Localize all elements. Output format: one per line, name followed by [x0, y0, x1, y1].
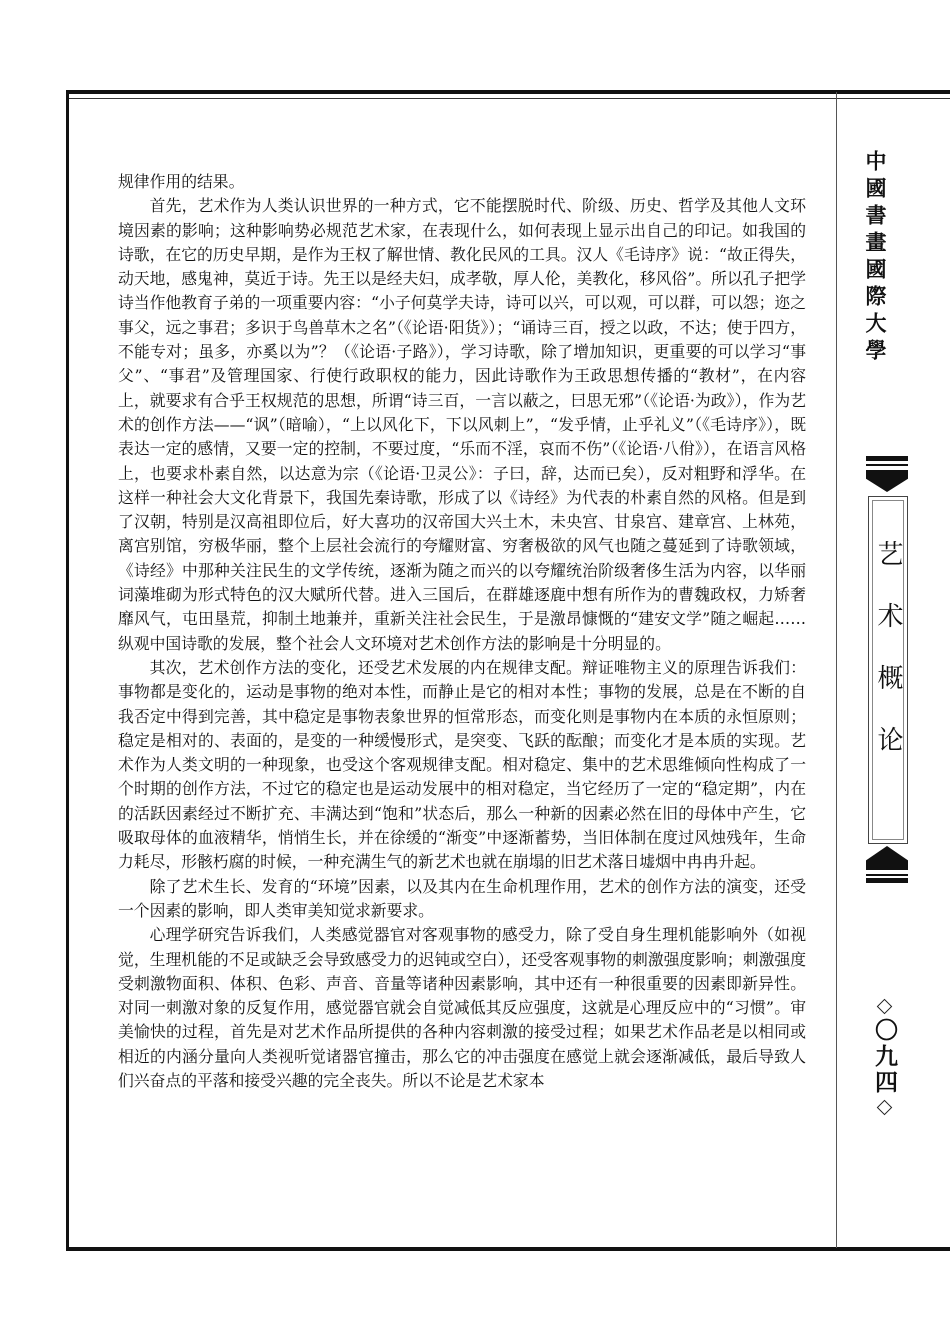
page-number: 〇九四 [871, 1018, 898, 1096]
ornament-bar [866, 874, 908, 876]
book-title: 艺术概论 [873, 540, 903, 788]
paragraph: 其次，艺术创作方法的变化，还受艺术发展的内在规律支配。辩证唯物主义的原理告诉我们：事物都是变化的，运动是事物的绝对本性，而静止是它的相对本性；事物的发展，总是在不断的自我否定中得到完善，其中稳定是事物表象世界的恒常形态，而变化则是事物内在本质的永恒原则；稳定是相对的、表面的，是变的一种缓慢形式，是突变、飞跃的酝酿；而变化才是本质的实现。艺术作为人类文明的一种现象，也受这个客观规律支配。相对稳定、集中的艺术思维倾向性构成了一个时期的创作方法，不过它的稳定也是运动发展中的相对稳定，当它经历了一定的“稳定期”，内在的活跃因素经过不断扩充、丰满达到“饱和”状态后，那么一种新的因素必然在旧的母体中产生，它吸取母体的血液精华，悄悄生长，并在徐缓的“渐变”中逐渐蓄势，当旧体制在度过风烛残年，生命力耗尽，形骸朽腐的时候，一种充满生气的新艺术也就在崩塌的旧艺术落日墟烟中冉冉升起。 [118, 657, 806, 872]
page-frame-left-rule [66, 90, 69, 1250]
ornament-cap-bottom [866, 846, 908, 870]
body-text [118, 170, 806, 1093]
diamond-icon [877, 1100, 893, 1116]
page-frame-top-rule [66, 90, 950, 94]
series-title: 中國書畫國際大學 [863, 150, 888, 366]
diamond-icon [877, 999, 893, 1015]
ornament-bar [866, 464, 908, 466]
paragraph: 除了艺术生长、发育的“环境”因素，以及其内在生命机理作用，艺术的创作方法的演变，还受一个因素的影响，即人类审美知觉求新要求。 [118, 876, 806, 920]
paragraph: 规律作用的结果。 [118, 172, 245, 191]
page-frame-bottom-rule [66, 1247, 950, 1251]
page-frame-top-thin-rule [66, 98, 950, 99]
sidebar-divider [836, 92, 837, 1248]
paragraph: 首先，艺术作为人类认识世界的一种方式，它不能摆脱时代、阶级、历史、哲学及其他人文环境因素的影响；这种影响势必规范艺术家，在表现什么，如何表现上显示出自己的印记。如我国的诗歌，在它的历史早期，是作为王权了解世情、教化民风的工具。汉人《毛诗序》说：“故正得失，动天地，感鬼神，莫近于诗。先王以是经夫妇，成孝敬，厚人伦，美教化，移风俗”。所以孔子把学诗当作他教育子弟的一项重要内容：“小子何莫学夫诗，诗可以兴，可以观，可以群，可以怨；迩之事父，远之事君；多识于鸟兽草木之名”（《论语·阳货》）；“诵诗三百，授之以政，不达；使于四方，不能专对；虽多，亦奚以为”？（《论语·子路》），学习诗歌，除了增加知识，更重要的可以学习“事父”、“事君”及管理国家、行使行政职权的能力，因此诗歌作为王政思想传播的“教材”，在内容上，就要求有合乎王权规范的思想，所谓“诗三百，一言以蔽之，曰思无邪”（《论语·为政》），作为艺术的创作方法——“讽”（暗喻），“上以风化下，下以风刺上”，“发乎情，止乎礼义”（《毛诗序》），既表达一定的感情，又要一定的控制，不要过度，“乐而不淫，哀而不伤”（《论语·八佾》），在语言风格上，也要求朴素自然，以达意为宗（《论语·卫灵公》：子曰，辞，达而已矣），反对粗野和浮华。在这样一种社会大文化背景下，我国先秦诗歌，形成了以《诗经》为代表的朴素自然的风格。但是到了汉朝，特别是汉高祖即位后，好大喜功的汉帝国大兴土木，未央宫、甘泉宫、建章宫、上林苑，离宫别馆，穷极华丽，整个上层社会流行的夸耀财富、穷奢极欲的风气也随之蔓延到了诗歌领域，《诗经》中那种关注民生的文学传统，逐渐为随之而兴的以夸耀统治阶级奢侈生活为内容，以华丽词藻堆砌为形式特色的汉大赋所代替。进入三国后，在群雄逐鹿中想有所作为的曹魏政权，力矫奢靡风气，屯田垦荒，抑制土地兼并，重新关注社会民生，于是激昂慷慨的“建安文学”随之崛起……纵观中国诗歌的发展，整个社会人文环境对艺术创作方法的影响是十分明显的。 [118, 196, 806, 653]
ornament-bar [866, 456, 908, 461]
ornament-bar [866, 878, 908, 883]
ornament-cap-top [866, 470, 908, 492]
paragraph: 心理学研究告诉我们，人类感觉器官对客观事物的感受力，除了受自身生理机能影响外（如视觉，生理机能的不足或缺乏会导致感受力的迟钝或空白），还受客观事物的刺激强度影响；刺激强度受刺激物面积、体积、色彩、声音、音量等诸种因素影响，其中还有一种很重要的因素即新异性。对同一刺激对象的反复作用，感觉器官就会自觉减低其反应强度，这就是心理反应中的“习惯”。审美愉快的过程，首先是对艺术作品所提供的各种内容刺激的接受过程；如果艺术作品老是以相同或相近的内涵分量向人类视听觉诸器官撞击，那么它的冲击强度在感觉上就会逐渐减低，最后导致人们兴奋点的平落和接受兴趣的完全丧失。所以不论是艺术家本 [118, 925, 806, 1090]
